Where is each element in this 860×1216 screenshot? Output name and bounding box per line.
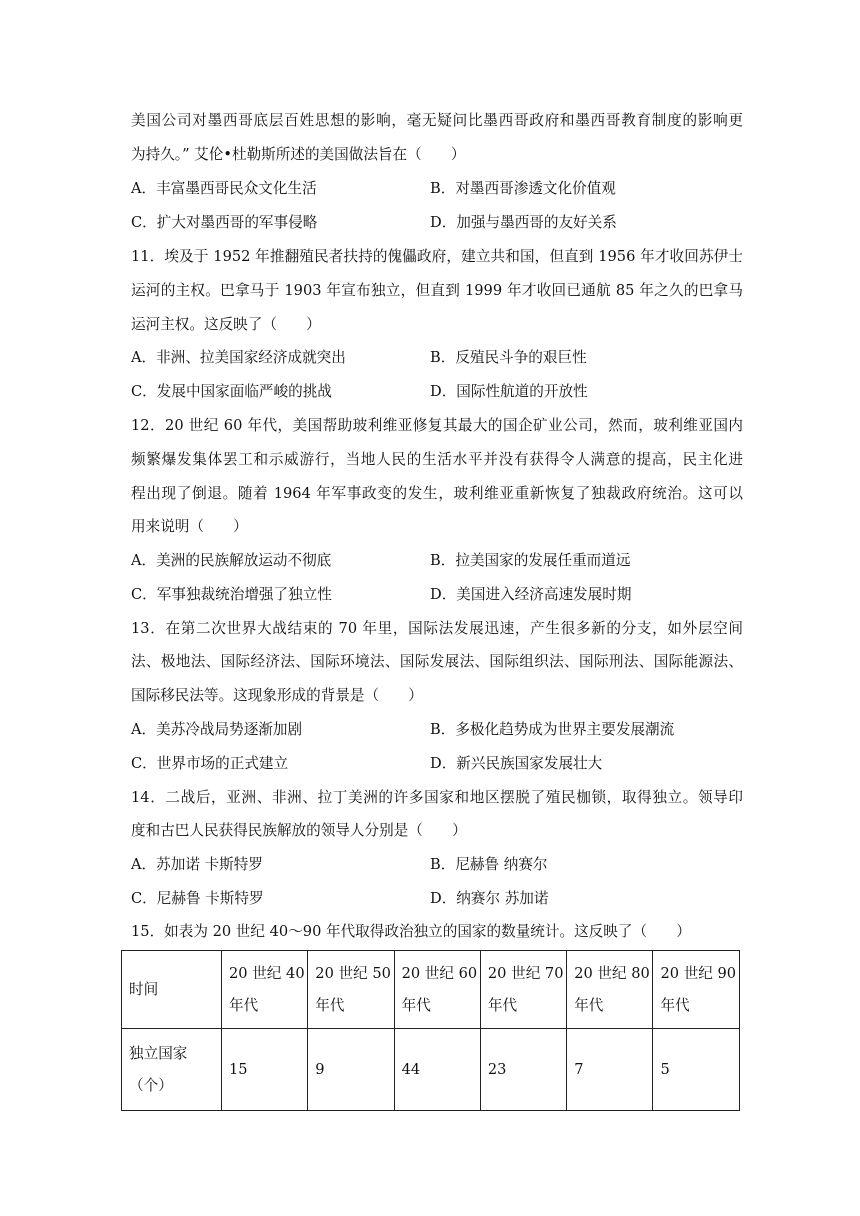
- q12-option-c: C．军事独裁统治增强了独立性: [131, 586, 332, 603]
- table-cell: 44: [394, 1029, 480, 1111]
- q10-stem-line-1: 美国公司对墨西哥底层百姓思想的影响，毫无疑问比墨西哥政府和墨西哥教育制度的影响更: [131, 112, 743, 129]
- q14-stem-line-1: 14．二战后，亚洲、非洲、拉丁美洲的许多国家和地区摆脱了殖民枷锁，取得独立。领导印: [131, 789, 743, 806]
- q10-option-a: A．丰富墨西哥民众文化生活: [131, 180, 317, 197]
- q10-option-d: D．加强与墨西哥的友好关系: [430, 214, 617, 231]
- q12-option-d: D．美国进入经济高速发展时期: [430, 586, 632, 603]
- q13-option-d: D．新兴民族国家发展壮大: [430, 755, 603, 772]
- q12-stem-line-4: 用来说明（ ）: [131, 518, 248, 535]
- table-row: [122, 1029, 740, 1111]
- q14-option-b: B．尼赫鲁 纳赛尔: [430, 856, 548, 873]
- independence-count-table: [121, 950, 740, 1111]
- q11-stem-line-1: 11．埃及于 1952 年推翻殖民者扶持的傀儡政府，建立共和国，但直到 1956 年才收回苏伊士: [131, 248, 743, 265]
- q14-option-a: A．苏加诺 卡斯特罗: [131, 856, 263, 873]
- table-cell: 7: [567, 1029, 653, 1111]
- q10-option-c: C．扩大对墨西哥的军事侵略: [131, 214, 318, 231]
- table-header-decade: 20 世纪 90 年代: [653, 951, 739, 1029]
- q10-option-b: B．对墨西哥渗透文化价值观: [430, 180, 616, 197]
- q13-stem-line-3: 国际移民法等。这现象形成的背景是（ ）: [131, 687, 423, 704]
- q11-stem-line-2: 运河的主权。巴拿马于 1903 年宣布独立，但直到 1999 年才收回已通航 85 年之久的巴拿马: [131, 282, 743, 299]
- q14-option-c: C．尼赫鲁 卡斯特罗: [131, 890, 264, 907]
- table-cell: 23: [480, 1029, 566, 1111]
- table-cell: 5: [653, 1029, 739, 1111]
- q11-option-c: C．发展中国家面临严峻的挑战: [131, 383, 332, 400]
- q12-stem-line-1: 12．20 世纪 60 年代，美国帮助玻利维亚修复其最大的国企矿业公司，然而，玻利维亚国内: [131, 417, 743, 434]
- q14-stem-line-2: 度和古巴人民获得民族解放的领导人分别是（ ）: [131, 822, 467, 839]
- q14-option-d: D．纳赛尔 苏加诺: [430, 890, 549, 907]
- q13-option-b: B．多极化趋势成为世界主要发展潮流: [430, 721, 675, 738]
- q11-stem-line-3: 运河主权。这反映了（ ）: [131, 316, 321, 333]
- q12-option-b: B．拉美国家的发展任重而道远: [430, 552, 631, 569]
- table-header-row: [122, 951, 740, 1029]
- q11-option-b: B．反殖民斗争的艰巨性: [430, 349, 587, 366]
- q10-stem-line-2: 为持久。” 艾伦•杜勒斯所述的美国做法旨在（ ）: [131, 146, 466, 163]
- table-cell: 9: [308, 1029, 394, 1111]
- q11-option-a: A．非洲、拉美国家经济成就突出: [131, 349, 346, 366]
- table-header-decade: 20 世纪 60 年代: [394, 951, 480, 1029]
- table-header-decade: 20 世纪 50 年代: [308, 951, 394, 1029]
- table-cell: 15: [222, 1029, 308, 1111]
- table-header-decade: 20 世纪 80 年代: [567, 951, 653, 1029]
- table-header-decade: 20 世纪 40 年代: [222, 951, 308, 1029]
- table-header-label: 时间: [122, 951, 222, 1029]
- q12-stem-line-2: 频繁爆发集体罢工和示威游行，当地人民的生活水平并没有获得令人满意的提高，民主化进: [131, 451, 743, 468]
- q13-option-c: C．世界市场的正式建立: [131, 755, 289, 772]
- table-row-label: 独立国家 （个）: [122, 1029, 222, 1111]
- q13-option-a: A．美苏冷战局势逐渐加剧: [131, 721, 303, 738]
- q15-stem-line-1: 15．如表为 20 世纪 40～90 年代取得政治独立的国家的数量统计。这反映了（ ）: [131, 923, 691, 940]
- q13-stem-line-1: 13．在第二次世界大战结束的 70 年里，国际法发展迅速，产生很多新的分支，如外层空间: [131, 620, 743, 637]
- q12-option-a: A．美洲的民族解放运动不彻底: [131, 552, 332, 569]
- q13-stem-line-2: 法、极地法、国际经济法、国际环境法、国际发展法、国际组织法、国际刑法、国际能源法、: [131, 653, 743, 670]
- table-header-decade: 20 世纪 70 年代: [480, 951, 566, 1029]
- q11-option-d: D．国际性航道的开放性: [430, 383, 588, 400]
- q12-stem-line-3: 程出现了倒退。随着 1964 年军事政变的发生，玻利维亚重新恢复了独裁政府统治。这可以: [131, 485, 743, 502]
